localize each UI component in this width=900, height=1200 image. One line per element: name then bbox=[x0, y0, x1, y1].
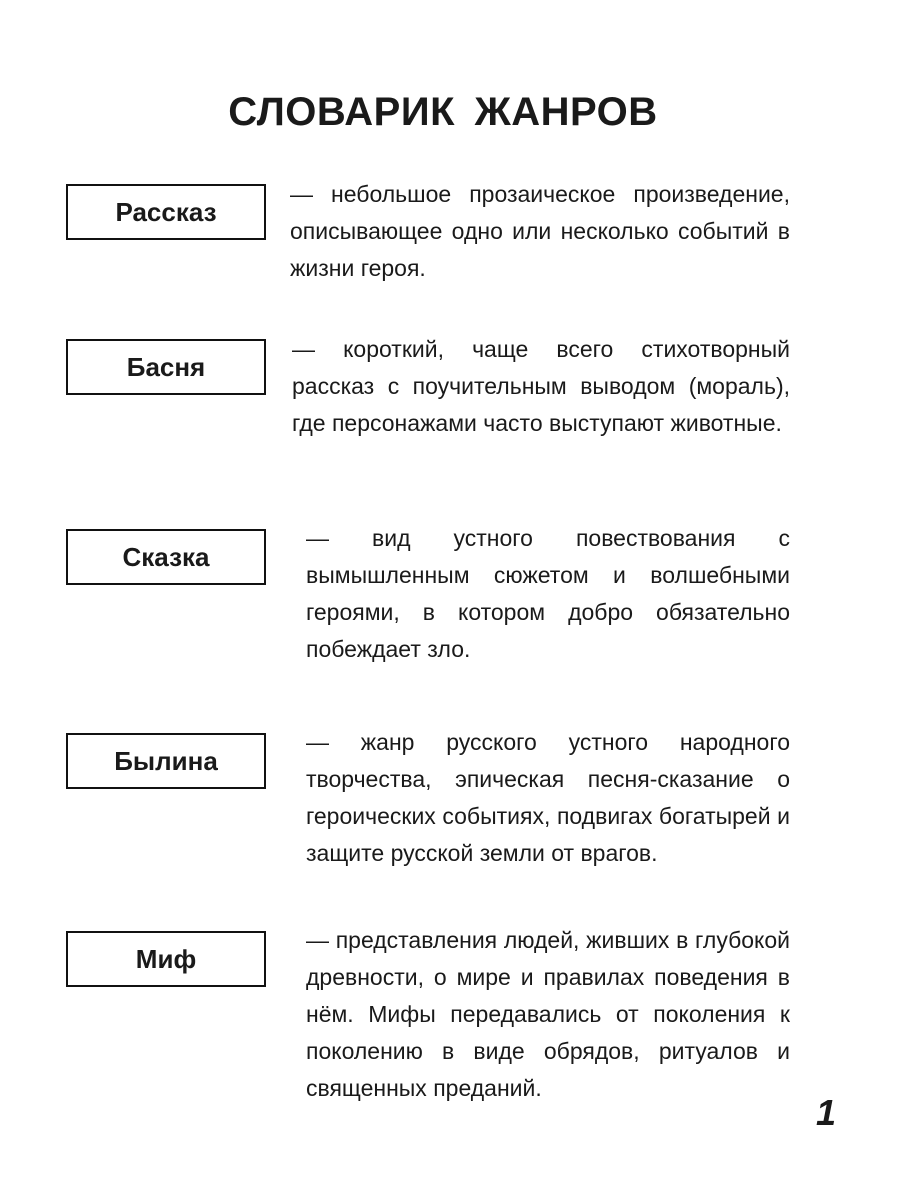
term-box-rasskaz bbox=[66, 184, 266, 240]
definition-basnya: — короткий, чаще всего стихотворный рассказ с поучительным выводом (мораль), где персонажами часто выступают животные. bbox=[292, 336, 790, 436]
definition-mif: — представления людей, живших в глубокой древности, о мире и правилах поведения в нём. Мифы передавались от поколения к поколению в виде обрядов, ритуалов и священных преданий. bbox=[306, 927, 790, 1101]
definition-bylina: — жанр русского устного народного творчества, эпическая песня-сказание о героических событиях, подвигах богатырей и защите русской земли от врагов. bbox=[306, 729, 790, 866]
page-title: СЛОВАРИК ЖАНРОВ bbox=[228, 90, 658, 134]
term-label: Былина bbox=[114, 745, 218, 776]
term-box-mif bbox=[66, 931, 266, 987]
term-label: Сказка bbox=[122, 541, 210, 572]
term-box-bylina bbox=[66, 733, 266, 789]
page-number: 1 bbox=[815, 1092, 836, 1133]
term-box-basnya bbox=[66, 339, 266, 395]
term-label: Миф bbox=[135, 943, 197, 974]
term-label: Рассказ bbox=[115, 196, 217, 227]
term-label: Басня bbox=[126, 351, 206, 382]
term-box-skazka bbox=[66, 529, 266, 585]
definition-skazka: — вид устного повествования с вымышленным сюжетом и волшебными героями, в котором добро обязательно побеждает зло. bbox=[306, 525, 790, 662]
definition-rasskaz: — небольшое прозаическое произведение, описывающее одно или несколько событий в жизни героя. bbox=[290, 181, 790, 281]
